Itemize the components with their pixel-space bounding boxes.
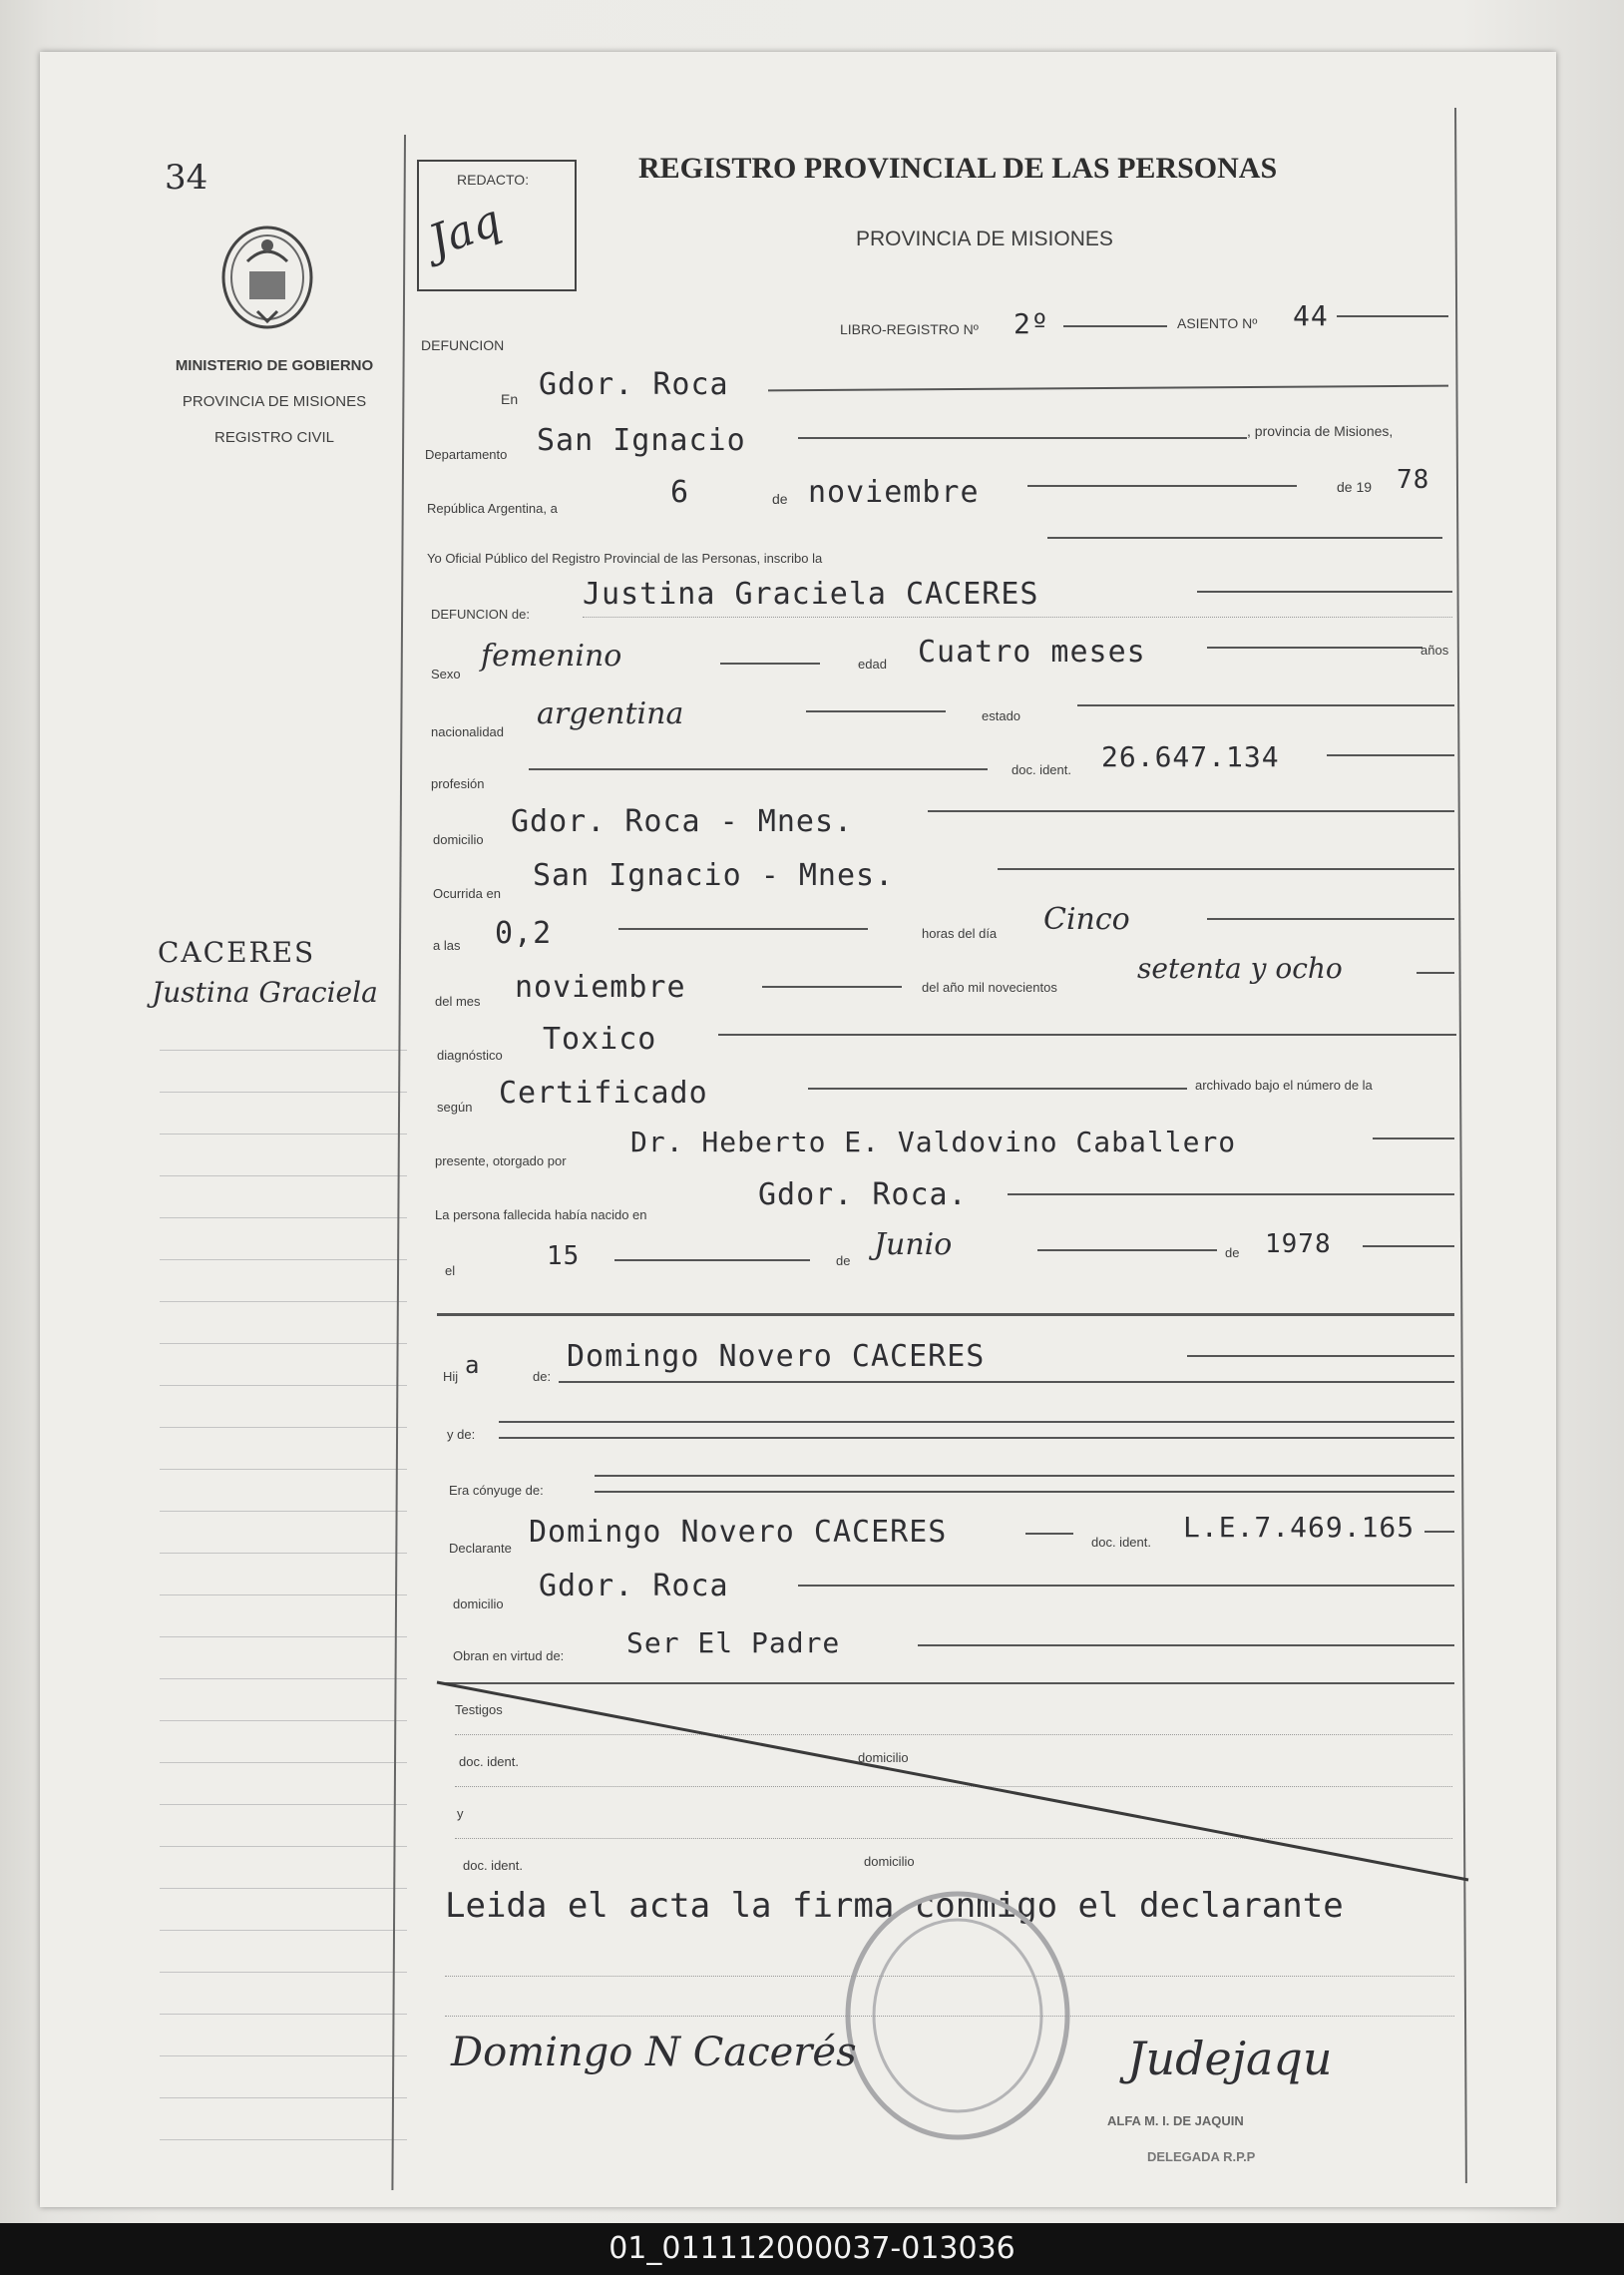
margin-line [160, 1175, 407, 1176]
redacto-box [417, 160, 577, 291]
sexo-value: femenino [481, 639, 622, 674]
margin-line [160, 1930, 407, 1931]
el-de1: de [836, 1253, 851, 1268]
departamento-label: Departamento [425, 447, 508, 462]
el-label: el [445, 1263, 456, 1278]
declarante-signature: Domingo N Cacerés [451, 2030, 857, 2075]
nacionalidad-value: argentina [537, 696, 684, 731]
en-value: Gdor. Roca [539, 367, 729, 402]
mes-label: del mes [435, 994, 481, 1009]
obran-label: Obran en virtud de: [453, 1648, 565, 1663]
form-type: DEFUNCION [421, 337, 505, 353]
testigos-dom1: domicilio [858, 1750, 909, 1765]
hijo-value: Domingo Novero CACERES [567, 1339, 986, 1374]
oficial-stamp-name: ALFA M. I. DE JAQUIN [1107, 2113, 1244, 2128]
margin-line [160, 1427, 407, 1428]
margin-line [160, 1678, 407, 1679]
nacido-label: La persona fallecida había nacido en [435, 1207, 647, 1222]
margin-line [160, 2139, 407, 2140]
margin-line [160, 1846, 407, 1847]
declarante-doc: L.E.7.469.165 [1183, 1511, 1416, 1544]
ocurrida-label: Ocurrida en [433, 886, 501, 901]
margin-line [160, 1594, 407, 1595]
margin-line [160, 1050, 407, 1051]
domicilio-label: domicilio [433, 832, 484, 847]
margin-line [160, 1762, 407, 1763]
republica-year: 78 [1397, 465, 1430, 495]
edad-suffix: años [1421, 643, 1449, 658]
doc-ident-label: doc. ident. [1012, 762, 1071, 777]
margin-given-names: Justina Graciela [152, 976, 378, 1009]
departamento-value: San Ignacio [537, 423, 746, 458]
edad-value: Cuatro meses [918, 635, 1146, 670]
hijo-label: Hij [443, 1369, 459, 1384]
declarante-doc-label: doc. ident. [1091, 1535, 1151, 1550]
margin-line [160, 1134, 407, 1135]
margin-line [160, 1636, 407, 1637]
domicilio2-label: domicilio [453, 1596, 504, 1611]
margin-line [160, 1469, 407, 1470]
margin-line [160, 1972, 407, 1973]
leida-text: Leida el acta la firma conmigo el declarante [445, 1886, 1344, 1926]
margin-line [160, 2097, 407, 2098]
margin-line [160, 1553, 407, 1554]
testigos-label: Testigos [455, 1702, 503, 1717]
anio-label: del año mil novecientos [922, 980, 1057, 995]
asiento-value: 44 [1293, 299, 1329, 332]
testigos-doc2: doc. ident. [463, 1858, 523, 1873]
document-subtitle: PROVINCIA DE MISIONES [856, 228, 1113, 250]
nacido-value: Gdor. Roca. [758, 1177, 968, 1212]
declarante-label: Declarante [449, 1541, 512, 1556]
margin-surname: CACERES [158, 936, 316, 969]
doc-ident-value: 26.647.134 [1101, 740, 1280, 773]
margin-line [160, 2055, 407, 2056]
sexo-label: Sexo [431, 667, 461, 682]
redacto-label: REDACTO: [457, 172, 530, 188]
el-day: 15 [547, 1241, 581, 1271]
margin-line [160, 1259, 407, 1260]
otorgado-value: Dr. Heberto E. Valdovino Caballero [630, 1126, 1237, 1158]
testigos-y: y [457, 1806, 464, 1821]
libro-label: LIBRO-REGISTRO Nº [840, 321, 979, 337]
margin-line [160, 1301, 407, 1302]
republica-de1: de [772, 491, 788, 507]
margin-line [160, 1092, 407, 1093]
oficial-text: Yo Oficial Público del Registro Provincial de las Personas, inscribo la [427, 551, 823, 566]
testigos-dom2: domicilio [864, 1854, 915, 1869]
registro-civil-label: REGISTRO CIVIL [213, 429, 335, 446]
margin-line [160, 1217, 407, 1218]
provincia-label: PROVINCIA DE MISIONES [182, 393, 367, 410]
libro-value: 2º [1014, 307, 1049, 340]
hijo-suffix: a [465, 1351, 481, 1379]
republica-label: República Argentina, a [427, 501, 558, 516]
domicilio2-value: Gdor. Roca [539, 1569, 729, 1603]
el-month: Junio [874, 1227, 953, 1262]
testigos-cancel-stroke [435, 1680, 1472, 1886]
republica-de2: de 19 [1337, 479, 1373, 495]
y-de-label: y de: [447, 1427, 476, 1442]
horas-value: 0,2 [495, 916, 553, 951]
mes-value: noviembre [515, 970, 686, 1005]
document-title: REGISTRO PROVINCIAL DE LAS PERSONAS [638, 152, 1278, 185]
testigos-doc1: doc. ident. [459, 1754, 519, 1769]
margin-line [160, 2014, 407, 2015]
obran-value: Ser El Padre [626, 1626, 841, 1659]
republica-day: 6 [670, 475, 690, 510]
edad-label: edad [858, 657, 887, 672]
scan-footer-id: 01_011112000037-013036 [0, 2223, 1624, 2275]
oficial-role: DELEGADA R.P.P [1147, 2149, 1256, 2164]
defuncion-de-label: DEFUNCION de: [431, 607, 530, 622]
margin-line [160, 1385, 407, 1386]
departamento-suffix: , provincia de Misiones, [1247, 423, 1394, 439]
segun-label: según [437, 1100, 473, 1115]
declarante-value: Domingo Novero CACERES [529, 1515, 948, 1550]
margin-line [160, 1511, 407, 1512]
segun-suffix: archivado bajo el número de la [1195, 1078, 1373, 1093]
el-de2: de [1225, 1245, 1240, 1260]
horas-label: a las [433, 938, 461, 953]
el-year: 1978 [1265, 1229, 1332, 1259]
diagnostico-label: diagnóstico [437, 1048, 503, 1063]
provincial-coat-of-arms-icon [217, 222, 317, 333]
margin-line [160, 1888, 407, 1889]
redacto-signature: Jaq [422, 195, 508, 267]
oficial-signature: Judejaqu [1127, 2032, 1333, 2085]
page-number: 34 [165, 158, 208, 198]
ministerio-label: MINISTERIO DE GOBIERNO [175, 357, 374, 374]
dia-value: Cinco [1043, 902, 1130, 937]
otorgado-label: presente, otorgado por [435, 1153, 567, 1168]
conyuge-label: Era cónyuge de: [449, 1483, 544, 1498]
estado-label: estado [982, 708, 1021, 723]
diagnostico-value: Toxico [543, 1022, 657, 1057]
domicilio-value: Gdor. Roca - Mnes. [511, 804, 854, 839]
margin-line [160, 1720, 407, 1721]
deceased-name: Justina Graciela CACERES [583, 577, 1039, 612]
ocurrida-value: San Ignacio - Mnes. [533, 858, 895, 893]
republica-month: noviembre [808, 475, 980, 510]
hijo-de-label: de: [533, 1369, 552, 1384]
nacionalidad-label: nacionalidad [431, 724, 505, 739]
asiento-label: ASIENTO Nº [1177, 315, 1258, 331]
margin-line [160, 1343, 407, 1344]
margin-line [160, 1804, 407, 1805]
segun-value: Certificado [499, 1076, 708, 1111]
profesion-label: profesión [431, 776, 485, 791]
anio-value: setenta y ocho [1137, 952, 1343, 985]
en-label: En [501, 391, 519, 407]
horas-dia-label: horas del día [922, 926, 998, 941]
